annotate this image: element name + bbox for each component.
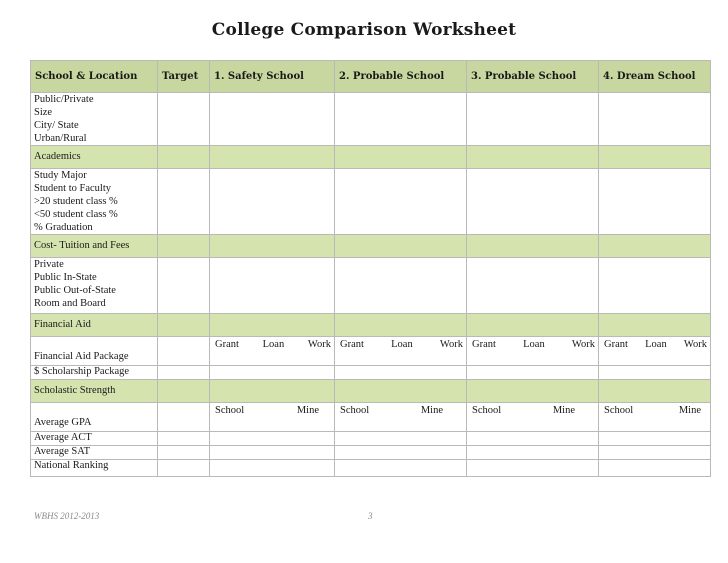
entry-cell[interactable] [467, 93, 599, 146]
table-row [31, 337, 711, 366]
entry-cell[interactable] [158, 403, 210, 432]
row-label: % Graduation [34, 222, 93, 233]
row-label: Public/Private [34, 94, 94, 105]
work-label: Work [571, 339, 595, 350]
header-row [31, 61, 711, 93]
header-school-location: School & Location [31, 61, 158, 93]
entry-cell[interactable] [158, 93, 210, 146]
school-label: School [340, 405, 370, 416]
entry-cell[interactable] [335, 366, 467, 380]
entry-cell[interactable] [210, 460, 335, 477]
section-row-scholastic-strength [31, 380, 711, 403]
row-label: Student to Faculty [34, 183, 111, 194]
header-target: Target [158, 61, 210, 93]
entry-cell[interactable] [599, 258, 711, 314]
entry-cell[interactable] [158, 366, 210, 380]
entry-cell[interactable] [335, 432, 467, 446]
entry-cell[interactable] [467, 460, 599, 477]
grant-label: Grant [472, 339, 496, 350]
table-row [31, 403, 711, 432]
gpa-label: Average GPA [31, 403, 158, 432]
row-label: City/ State [34, 120, 79, 131]
entry-cell[interactable] [467, 432, 599, 446]
section-row-cost [31, 235, 711, 258]
row-label: Urban/Rural [34, 133, 87, 144]
work-label: Work [307, 339, 331, 350]
work-label: Work [439, 339, 463, 350]
entry-cell[interactable] [467, 258, 599, 314]
academics-labels [31, 169, 158, 235]
entry-cell[interactable] [599, 460, 711, 477]
entry-cell[interactable] [467, 366, 599, 380]
section-label: Cost- Tuition and Fees [31, 235, 158, 258]
entry-cell[interactable] [467, 169, 599, 235]
header-probable-school-2: 3. Probable School [467, 61, 599, 93]
mine-label: Mine [296, 405, 319, 416]
header-probable-school-1: 2. Probable School [335, 61, 467, 93]
footer-page-number: 3 [368, 511, 373, 521]
basics-labels [31, 93, 158, 146]
row-label: Size [34, 107, 53, 118]
entry-cell[interactable] [158, 258, 210, 314]
section-label: Scholastic Strength [31, 380, 158, 403]
aid-cell[interactable] [335, 337, 467, 366]
cost-labels [31, 258, 158, 314]
section-label: Academics [31, 146, 158, 169]
section-row-financial-aid [31, 314, 711, 337]
mine-label: Mine [678, 405, 701, 416]
row-label: Private [34, 259, 64, 270]
gpa-cell[interactable] [210, 403, 335, 432]
row-label: National Ranking [31, 460, 158, 477]
table-row [31, 366, 711, 380]
grant-label: Grant [340, 339, 364, 350]
entry-cell[interactable] [158, 169, 210, 235]
table-row [31, 258, 711, 314]
school-label: School [215, 405, 245, 416]
table-row [31, 460, 711, 477]
school-label: School [472, 405, 502, 416]
loan-label: Loan [523, 339, 545, 350]
entry-cell[interactable] [599, 169, 711, 235]
row-label: Study Major [34, 170, 87, 181]
entry-cell[interactable] [467, 446, 599, 460]
comparison-table [30, 60, 711, 477]
entry-cell[interactable] [210, 446, 335, 460]
row-label: $ Scholarship Package [31, 366, 158, 380]
entry-cell[interactable] [210, 432, 335, 446]
row-label: Average SAT [31, 446, 158, 460]
table-row [31, 446, 711, 460]
grant-label: Grant [604, 339, 628, 350]
entry-cell[interactable] [335, 93, 467, 146]
school-label: School [604, 405, 634, 416]
row-label: Public In-State [34, 272, 97, 283]
gpa-cell[interactable] [599, 403, 711, 432]
row-label: >20 student class % [34, 196, 118, 207]
table-row [31, 169, 711, 235]
entry-cell[interactable] [210, 366, 335, 380]
footer-school-year: WBHS 2012-2013 [34, 511, 100, 521]
entry-cell[interactable] [158, 446, 210, 460]
gpa-cell[interactable] [467, 403, 599, 432]
gpa-cell[interactable] [335, 403, 467, 432]
table-row [31, 93, 711, 146]
header-dream-school: 4. Dream School [599, 61, 711, 93]
mine-label: Mine [420, 405, 443, 416]
section-row-academics [31, 146, 711, 169]
row-label: Room and Board [34, 298, 106, 309]
aid-cell[interactable] [599, 337, 711, 366]
entry-cell[interactable] [335, 460, 467, 477]
mine-label: Mine [552, 405, 575, 416]
entry-cell[interactable] [599, 432, 711, 446]
entry-cell[interactable] [335, 169, 467, 235]
entry-cell[interactable] [210, 258, 335, 314]
work-label: Work [683, 339, 707, 350]
entry-cell[interactable] [599, 93, 711, 146]
entry-cell[interactable] [599, 446, 711, 460]
entry-cell[interactable] [210, 93, 335, 146]
grant-label: Grant [215, 339, 239, 350]
row-label: Average ACT [31, 432, 158, 446]
aid-cell[interactable] [467, 337, 599, 366]
section-label: Financial Aid [31, 314, 158, 337]
entry-cell[interactable] [158, 337, 210, 366]
entry-cell[interactable] [158, 432, 210, 446]
aid-cell[interactable] [210, 337, 335, 366]
row-label: Public Out-of-State [34, 285, 116, 296]
entry-cell[interactable] [158, 460, 210, 477]
loan-label: Loan [645, 339, 667, 350]
page-title: College Comparison Worksheet [211, 20, 517, 40]
table-row [31, 432, 711, 446]
loan-label: Loan [391, 339, 413, 350]
entry-cell[interactable] [335, 258, 467, 314]
aid-package-label: Financial Aid Package [31, 337, 158, 366]
row-label: <50 student class % [34, 209, 118, 220]
entry-cell[interactable] [210, 169, 335, 235]
header-safety-school: 1. Safety School [210, 61, 335, 93]
entry-cell[interactable] [335, 446, 467, 460]
loan-label: Loan [262, 339, 285, 350]
entry-cell[interactable] [599, 366, 711, 380]
